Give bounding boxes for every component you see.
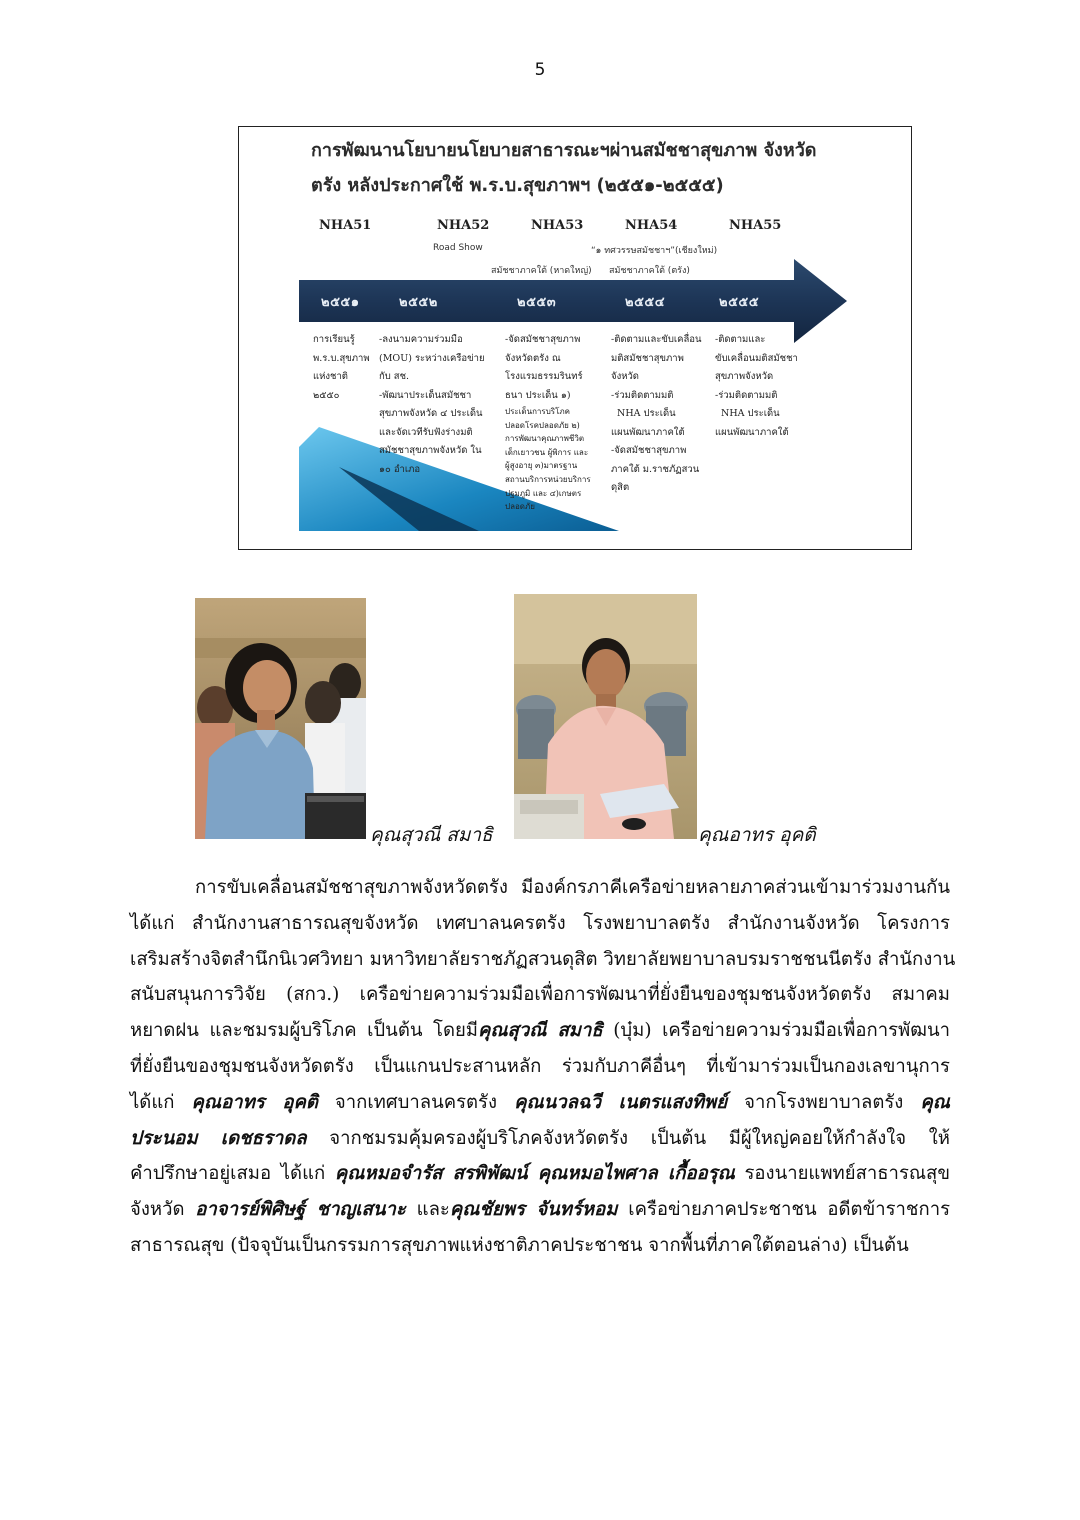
note-road-show: Road Show	[433, 243, 483, 253]
note-south-trang: สมัชชาภาคใต้ (ตรัง)	[609, 266, 690, 276]
person-name: ประนอม เดชธราดล	[130, 1127, 307, 1149]
column-line: แห่งชาติ	[313, 371, 348, 382]
paragraph-line: เสริมสร้างจิตสำนึกนิเวศวิทยา มหาวิทยาลัยราชภัฏสวนดุสิต วิทยาลัยพยาบาลบรมราชชนนีตรัง สำนักงาน	[130, 948, 956, 970]
column-line: ดุสิต	[611, 482, 630, 493]
column-line: กับ สช.	[379, 371, 410, 382]
column-line: ขับเคลื่อนมติสมัชชา	[715, 352, 798, 364]
photo-caption-suwanee: คุณสุวณี สมาธิ	[370, 824, 493, 846]
column-line: ธนา ประเด็น ๑)	[505, 389, 571, 401]
paragraph-line: ที่ยั่งยืนของชุมชนจังหวัดตรัง เป็นแกนประสานหลัก ร่วมกับภาคีอื่นๆ ที่เข้ามาร่วมเป็นกองเลขานุการ	[130, 1055, 950, 1077]
column-line: ปฐมภูมิ และ ๔)เกษตร	[505, 488, 582, 498]
paragraph-line	[130, 1013, 950, 1049]
text-run: จากโรงพยาบาลตรัง	[727, 1091, 921, 1113]
nha-label-53: NHA53	[531, 218, 584, 233]
column-line: -ติดตามและขับเคลื่อน	[611, 334, 702, 345]
timeline-column-2554	[611, 331, 702, 498]
column-line: NHA ประเด็น	[617, 408, 676, 419]
column-line: (MOU) ระหว่างเครือข่าย	[379, 352, 485, 364]
column-line: สุขภาพจังหวัด	[715, 371, 774, 382]
column-line: และจัดเวทีรับฟังร่างมติ	[379, 426, 473, 438]
column-line: ๒๕๕๐	[313, 389, 340, 401]
paragraph-line: ได้แก่ สำนักงานสาธารณสุขจังหวัด เทศบาลนครตรัง โรงพยาบาลตรัง สำนักงานจังหวัด โครงการ	[130, 912, 950, 934]
nha-label-55: NHA55	[729, 218, 782, 233]
year-2552: ๒๕๕๒	[399, 295, 438, 310]
text-run: (บุ๋ม) เครือข่ายความร่วมมือเพื่อการพัฒนา	[602, 1020, 950, 1042]
text-run: จากชมรมคุ้มครองผู้บริโภคจังหวัดตรัง เป็นต้น มีผู้ใหญ่คอยให้กำลังใจ ให้	[306, 1127, 950, 1149]
photo-suwanee	[195, 598, 366, 839]
column-line: เด็กเยาวชน ผู้พิการ และ	[505, 447, 589, 457]
year-2553: ๒๕๕๓	[517, 295, 557, 310]
column-line: แผนพัฒนาภาคใต้	[611, 426, 685, 438]
text-run: คำปรึกษาอยู่เสมอ ได้แก่	[130, 1163, 335, 1185]
column-line: ปลอดโรคปลอดภัย ๒)	[505, 420, 580, 430]
column-line: ประเด็นการบริโภค	[505, 407, 570, 416]
column-line: -จัดสมัชชาสุขภาพ	[505, 334, 581, 345]
column-line: -ติดตามและ	[715, 334, 766, 345]
person-name: อาจารย์พิศิษฐ์ ชาญเสนาะ	[195, 1199, 406, 1221]
column-line: การพัฒนาคุณภาพชีวิต	[505, 434, 585, 444]
year-2554: ๒๕๕๔	[625, 295, 666, 310]
column-line: มติสมัชชาสุขภาพ	[611, 352, 684, 364]
body-paragraph	[130, 870, 956, 1264]
text-run: จากเทศบาลนครตรัง	[317, 1091, 515, 1113]
text-run: จังหวัด	[130, 1199, 196, 1221]
nha-label-51: NHA51	[319, 218, 372, 233]
column-line: สุขภาพจังหวัด ๔ ประเด็น	[379, 408, 483, 419]
year-2551: ๒๕๕๑	[321, 295, 360, 310]
note-south-hatyai: สมัชชาภาคใต้ (หาดใหญ่)	[491, 266, 592, 276]
nha-label-54: NHA54	[625, 218, 678, 233]
slide-title-line-2: ตรัง หลังประกาศใช้ พ.ร.บ.สุขภาพฯ (๒๕๕๑-๒๕๕๕)	[311, 175, 724, 196]
timeline-column-2552	[379, 331, 485, 479]
page-number: 5	[534, 60, 546, 80]
slide-title-line-1: การพัฒนานโยบายนโยบายสาธารณะฯผ่านสมัชชาสุขภาพ จังหวัด	[311, 140, 817, 161]
timeline-column-2551	[313, 331, 370, 405]
column-line: จังหวัด	[611, 371, 639, 382]
paragraph-line: สนับสนุนการวิจัย (สกว.) เครือข่ายความร่วมมือเพื่อการพัฒนาที่ยั่งยืนของชุมชนจังหวัดตรัง สมาคม	[130, 984, 950, 1006]
paragraph-line: สาธารณสุข (ปัจจุบันเป็นกรรมการสุขภาพแห่งชาติภาคประชาชน จากพื้นที่ภาคใต้ตอนล่าง) เป็นต้น	[130, 1234, 909, 1256]
column-line: ภาคใต้ ม.ราชภัฏสวน	[611, 463, 700, 475]
column-line: การเรียนรู้	[313, 334, 355, 345]
person-name: คุณนวลฉวี เนตรแสงทิพย์	[514, 1091, 728, 1113]
column-line: โรงแรมธรรมรินทร์	[505, 371, 583, 382]
column-line: -ลงนามความร่วมมือ	[379, 334, 463, 345]
column-line: -ร่วมติดตามมติ	[715, 389, 778, 401]
person-name: คุณหมอจำรัส สรพิพัฒน์ คุณหมอไพศาล เกื้ออรุณ	[334, 1163, 735, 1185]
nha-label-52: NHA52	[437, 218, 490, 233]
text-run: หยาดฝน และชมรมผู้บริโภค เป็นต้น โดยมี	[130, 1020, 478, 1042]
timeline-column-2555	[715, 331, 798, 442]
column-line: ผู้สูงอายุ ๓)มาตรฐาน	[505, 461, 578, 471]
person-name: คุณ	[920, 1091, 950, 1113]
column-line: จังหวัดตรัง ณ	[505, 352, 561, 364]
timeline-slide	[238, 126, 912, 550]
person-name: คุณสุวณี สมาธิ	[478, 1020, 603, 1042]
column-line: ปลอดภัย	[505, 502, 535, 512]
column-line: พ.ร.บ.สุขภาพ	[313, 352, 370, 364]
text-run: ได้แก่	[130, 1091, 192, 1113]
timeline-column-2553	[505, 331, 591, 514]
paragraph-line	[130, 1085, 950, 1121]
paragraph-line	[130, 1121, 950, 1157]
photo-caption-athorn: คุณอาทร อุคติ	[698, 824, 816, 846]
paragraph-line	[130, 1192, 950, 1228]
photo-athorn	[514, 594, 697, 839]
column-line: NHA ประเด็น	[721, 408, 780, 419]
year-2555: ๒๕๕๕	[719, 295, 760, 310]
column-line: -ร่วมติดตามมติ	[611, 389, 674, 401]
column-line: สถานบริการหน่วยบริการ	[505, 474, 591, 484]
paragraph-line	[130, 1156, 950, 1192]
column-line: ๑๐ อำเภอ	[379, 463, 421, 475]
column-line: แผนพัฒนาภาคใต้	[715, 426, 789, 438]
column-line: -จัดสมัชชาสุขภาพ	[611, 445, 687, 456]
paragraph-line: การขับเคลื่อนสมัชชาสุขภาพจังหวัดตรัง มีองค์กรภาคีเครือข่ายหลายภาคส่วนเข้ามาร่วมงานกัน	[195, 877, 950, 898]
column-line: -พัฒนาประเด็นสมัชชา	[379, 389, 472, 401]
slide-title	[311, 133, 891, 203]
note-tsawan: “๑ ทศวรรษสมัชชาฯ”(เชียงใหม่)	[591, 246, 718, 256]
person-name: คุณอาทร อุคติ	[191, 1091, 318, 1113]
column-line: สมัชชาสุขภาพจังหวัด ใน	[379, 445, 482, 456]
text-run: เครือข่ายภาคประชาชน อดีตข้าราชการ	[617, 1199, 951, 1221]
text-run: รองนายแพทย์สาธารณสุข	[734, 1163, 950, 1185]
text-run: และ	[405, 1199, 450, 1221]
person-name: คุณชัยพร จันทร์หอม	[449, 1199, 618, 1221]
